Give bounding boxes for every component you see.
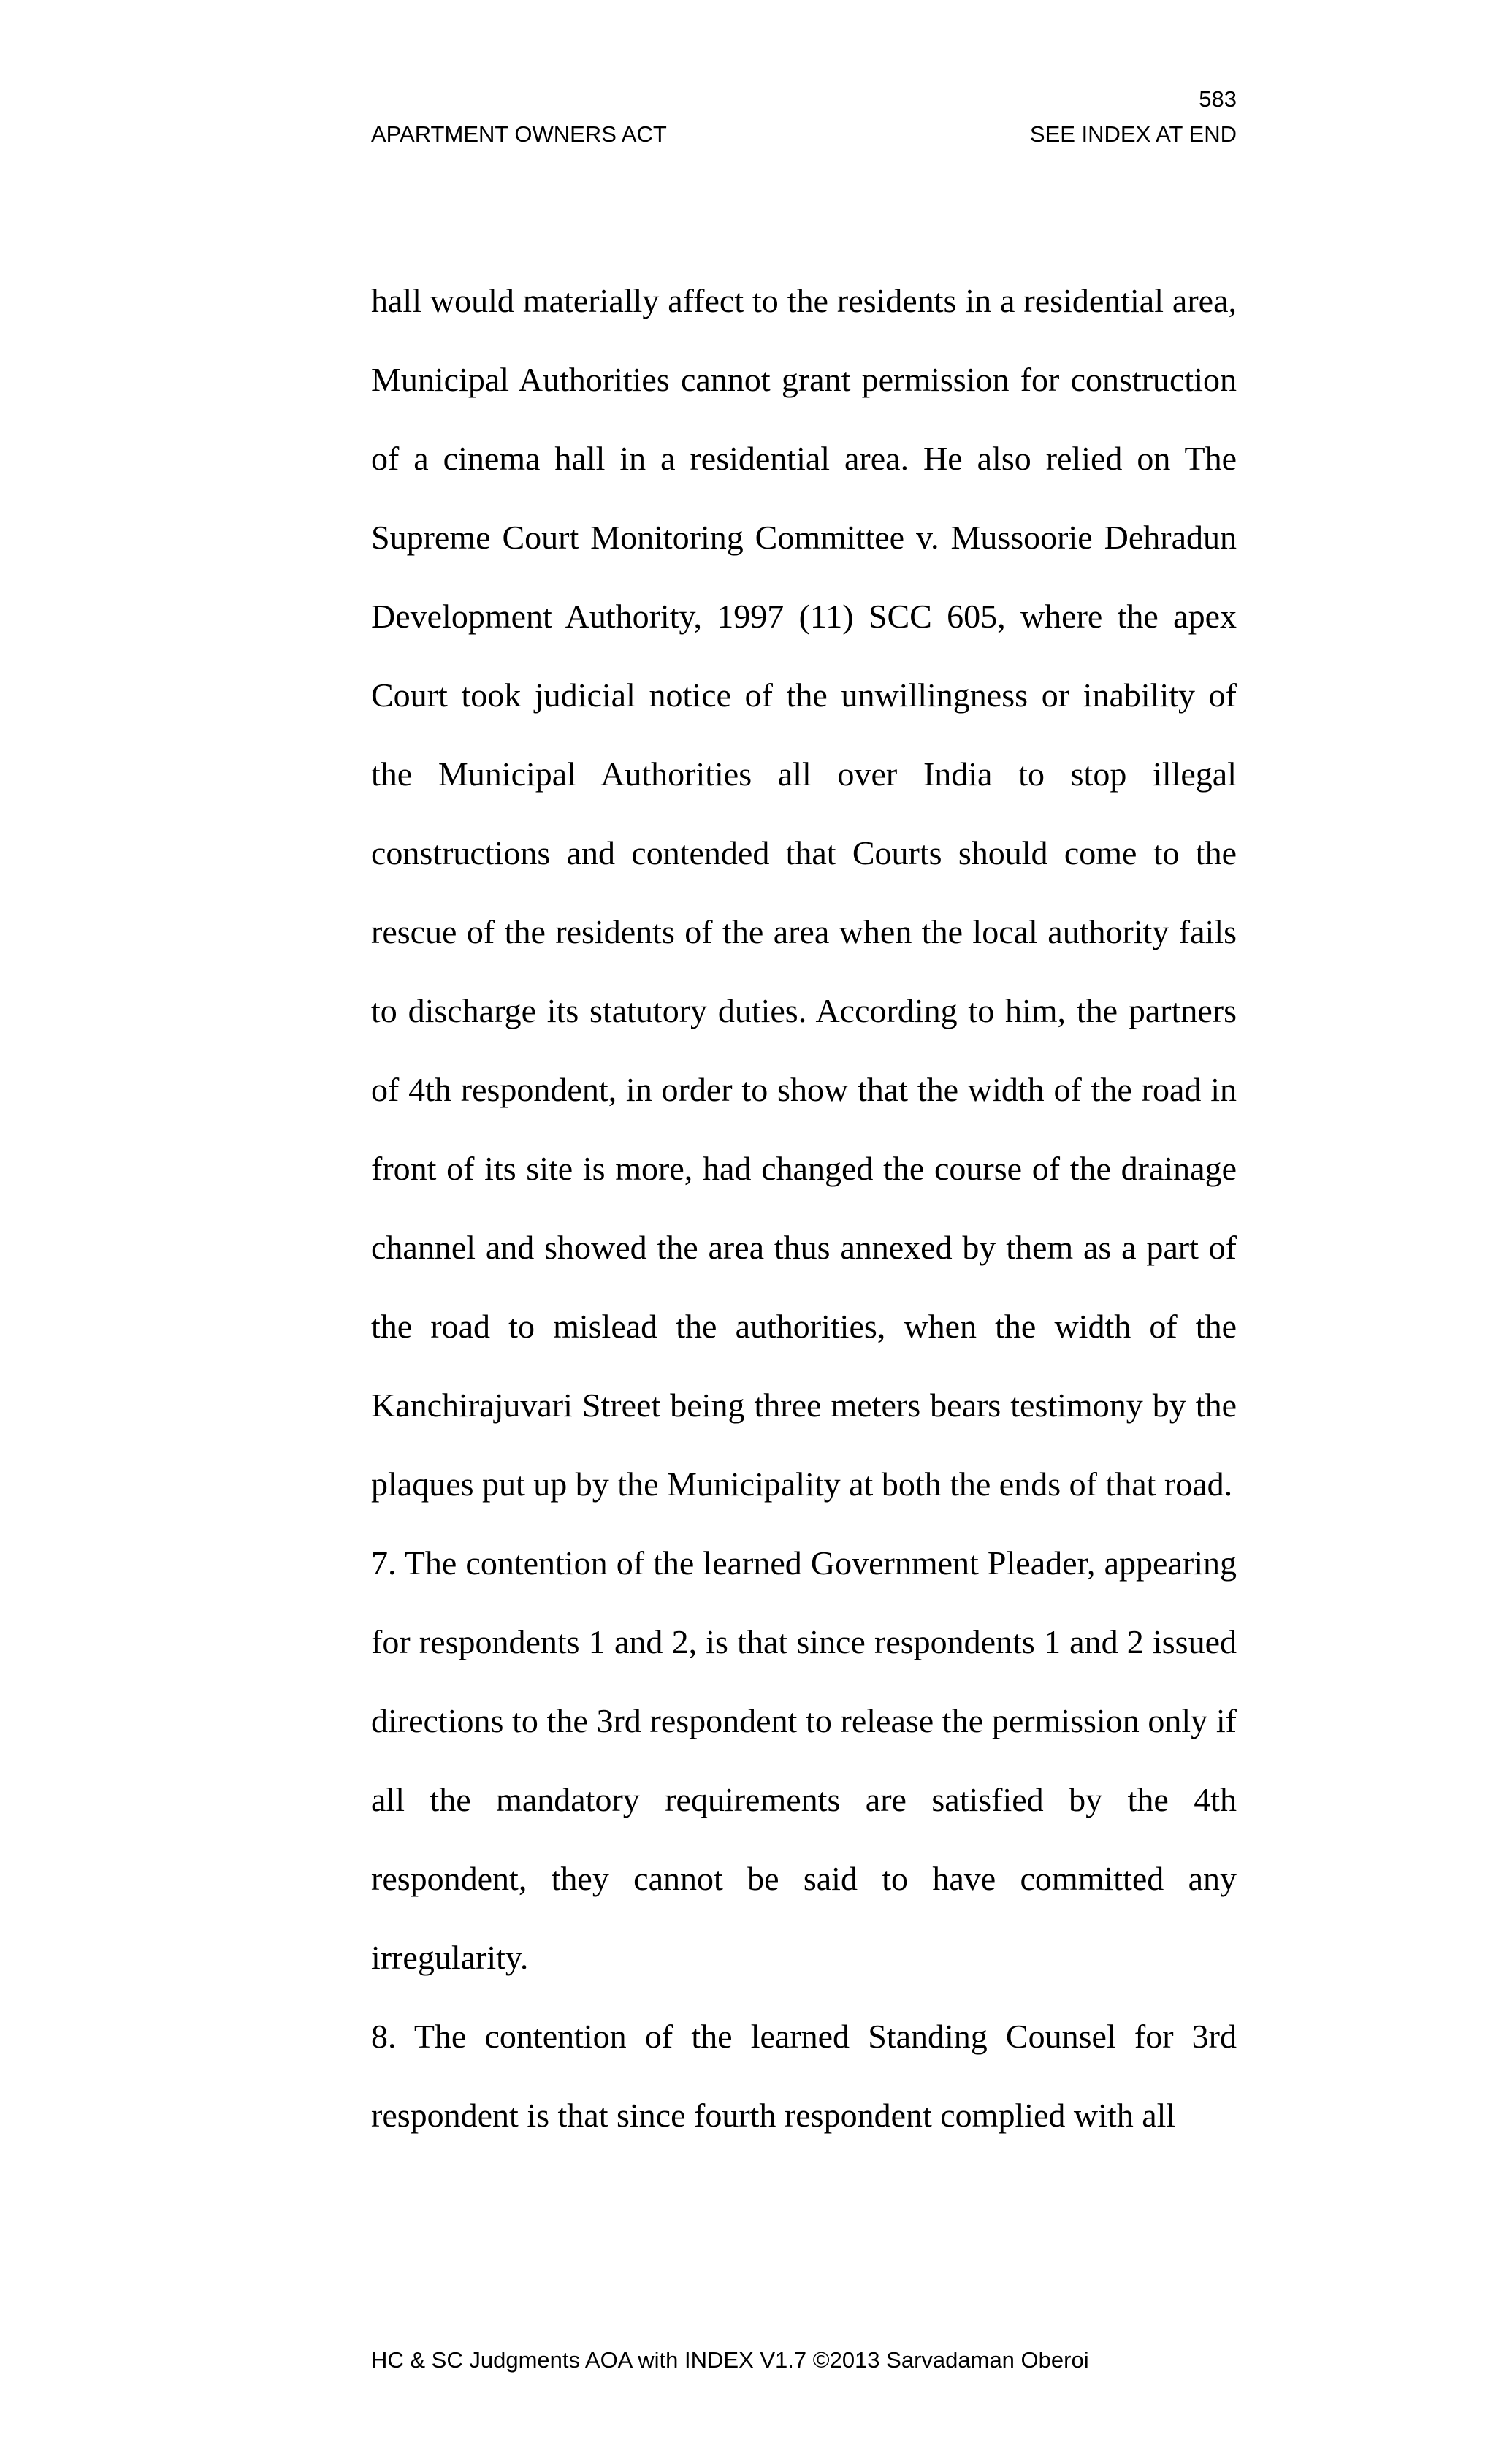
paragraph-7: 7. The contention of the learned Government Pleader, appearing for respondents 1 and 2, is that since respondents 1 and 2 issued directions to the 3rd respondent to release the permission only if all the mandatory requirements are satisfied by the 4th respondent, they cannot be said to have committed any irregularity. bbox=[371, 1544, 1237, 1976]
document-body bbox=[371, 262, 1237, 2155]
paragraph-continuation: hall would materially affect to the residents in a residential area, Municipal Authorities cannot grant permission for construction of a cinema hall in a residential area. He also relied on The Supreme Court Monitoring Committee v. Mussoorie Dehradun Development Authority, 1997 (11) SCC 605, where the apex Court took judicial notice of the unwillingness or inability of the Municipal Authorities all over India to stop illegal constructions and contended that Courts should come to the rescue of the residents of the area when the local authority fails to discharge its statutory duties. According to him, the partners of 4th respondent, in order to show that the width of the road in front of its site is more, had changed the course of the drainage channel and showed the area thus annexed by them as a part of the road to mislead the authorities, when the width of the Kanchirajuvari Street being three meters bears testimony by the plaques put up by the Municipality at both the ends of that road. bbox=[371, 282, 1237, 1503]
running-header-index-note: SEE INDEX AT END bbox=[1029, 121, 1237, 147]
paragraph-8: 8. The contention of the learned Standing Counsel for 3rd respondent is that since fourth respondent complied with all bbox=[371, 2018, 1237, 2134]
page-footer: HC & SC Judgments AOA with INDEX V1.7 ©2013 Sarvadaman Oberoi bbox=[371, 2347, 1089, 2373]
running-header-title: APARTMENT OWNERS ACT bbox=[371, 121, 667, 147]
page-number: 583 bbox=[1199, 86, 1237, 112]
